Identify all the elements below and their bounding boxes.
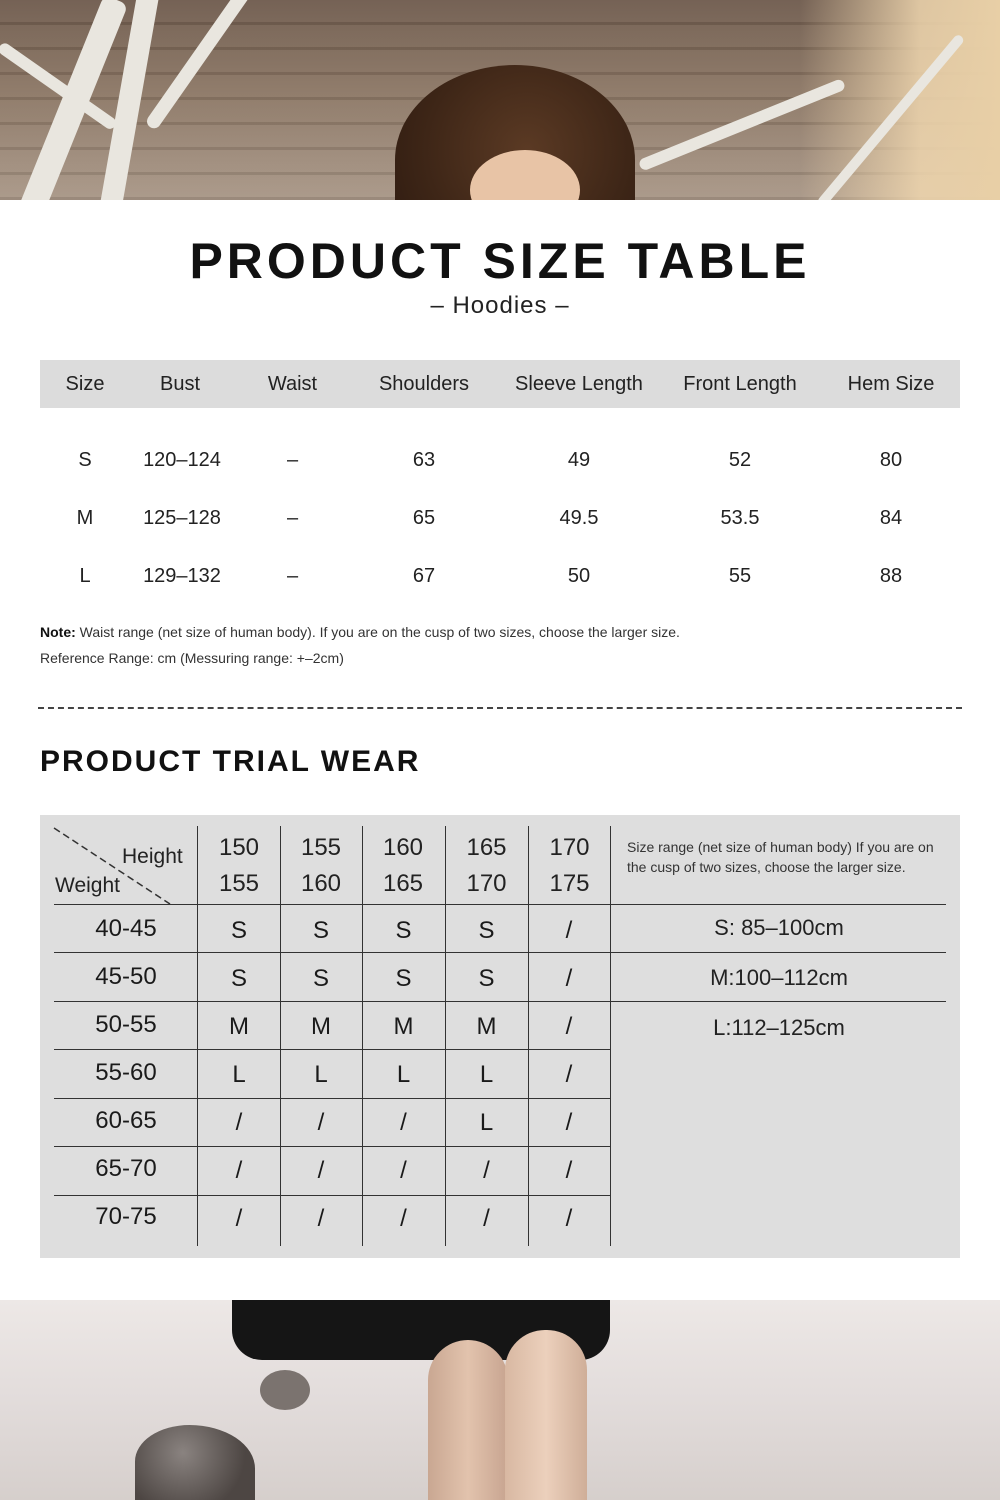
trial-size: / bbox=[483, 1205, 490, 1232]
grid-line bbox=[54, 1098, 611, 1099]
reference-range: Reference Range: cm (Messuring range: +–2cm) bbox=[40, 650, 344, 666]
trial-size: / bbox=[235, 1157, 243, 1184]
height-range bbox=[445, 830, 528, 902]
range-note: Size range (net size of human body) If you are on the cusp of two sizes, choose the larger size. bbox=[627, 839, 934, 875]
trial-size: / bbox=[317, 1205, 325, 1232]
trial-size: S bbox=[230, 917, 247, 944]
cell-shoulders: 63 bbox=[412, 449, 436, 471]
cell-front-length: 53.5 bbox=[720, 507, 760, 529]
trial-size: S bbox=[478, 917, 495, 944]
person-leg bbox=[505, 1330, 587, 1500]
weight-range: 50-55 bbox=[95, 1011, 157, 1038]
table-row bbox=[40, 440, 960, 480]
cell-sleeve-length: 49 bbox=[567, 449, 591, 471]
weight-range: 65-70 bbox=[95, 1155, 157, 1182]
grid-line bbox=[54, 1146, 611, 1147]
range-medium: M:100–112cm bbox=[710, 965, 848, 990]
height-from: 150 bbox=[218, 834, 260, 861]
trial-size: S bbox=[478, 965, 495, 992]
grid-line bbox=[54, 1195, 611, 1196]
size-table-header bbox=[40, 360, 960, 408]
col-header-shoulders: Shoulders bbox=[378, 373, 470, 395]
cell-size: S bbox=[78, 449, 92, 471]
snow-rock bbox=[260, 1370, 310, 1410]
height-range bbox=[198, 830, 280, 902]
section-divider bbox=[38, 707, 962, 709]
weight-range: 70-75 bbox=[95, 1203, 157, 1230]
range-large: L:112–125cm bbox=[713, 1015, 845, 1040]
trial-size: / bbox=[565, 1157, 573, 1184]
snow-rock bbox=[135, 1425, 255, 1500]
bottom-photo bbox=[0, 1300, 1000, 1500]
col-header-hem-size: Hem Size bbox=[847, 373, 935, 395]
table-row bbox=[40, 556, 960, 596]
page-title: PRODUCT SIZE TABLE bbox=[189, 233, 811, 289]
cell-shoulders: 67 bbox=[412, 565, 436, 587]
col-header-size: Size bbox=[65, 373, 105, 395]
cell-bust: 129–132 bbox=[143, 565, 221, 587]
cell-sleeve-length: 50 bbox=[567, 565, 591, 587]
top-photo bbox=[0, 0, 1000, 200]
trial-size: / bbox=[400, 1157, 407, 1184]
trial-size: / bbox=[317, 1109, 325, 1136]
weight-range: 60-65 bbox=[95, 1107, 157, 1134]
cell-waist: – bbox=[286, 565, 299, 587]
cell-front-length: 55 bbox=[728, 565, 752, 587]
trial-size: L bbox=[479, 1061, 494, 1088]
trial-size: / bbox=[235, 1205, 243, 1232]
col-header-waist: Waist bbox=[267, 373, 318, 395]
cell-size: L bbox=[79, 565, 91, 587]
trial-size: S bbox=[395, 965, 412, 992]
height-from: 155 bbox=[300, 834, 342, 861]
weight-range: 45-50 bbox=[95, 963, 157, 990]
table-row bbox=[40, 498, 960, 538]
cell-bust: 120–124 bbox=[143, 449, 221, 471]
trial-size: / bbox=[565, 1061, 573, 1088]
cell-waist: – bbox=[286, 507, 299, 529]
cell-hem-size: 84 bbox=[879, 507, 903, 529]
cell-front-length: 52 bbox=[728, 449, 752, 471]
weight-range: 55-60 bbox=[95, 1059, 157, 1086]
trial-size: / bbox=[565, 917, 573, 944]
weight-range: 40-45 bbox=[95, 915, 157, 942]
weight-label: Weight bbox=[55, 874, 120, 897]
cell-hem-size: 88 bbox=[879, 565, 903, 587]
trial-size: / bbox=[565, 965, 573, 992]
height-to: 175 bbox=[549, 870, 590, 897]
trial-size: S bbox=[312, 965, 329, 992]
trial-size: / bbox=[565, 1109, 573, 1136]
trial-title: PRODUCT TRIAL WEAR bbox=[40, 745, 421, 778]
grid-line bbox=[54, 952, 946, 953]
height-range bbox=[362, 830, 444, 902]
cell-waist: – bbox=[286, 449, 299, 471]
height-range bbox=[528, 830, 611, 902]
height-label: Height bbox=[122, 845, 183, 868]
trial-size: S bbox=[312, 917, 329, 944]
height-to: 155 bbox=[218, 870, 260, 897]
trial-size: S bbox=[395, 917, 412, 944]
trial-size: / bbox=[483, 1157, 490, 1184]
trial-size: / bbox=[565, 1205, 573, 1232]
trial-size: L bbox=[479, 1109, 494, 1136]
height-from: 160 bbox=[382, 834, 424, 861]
grid-line bbox=[54, 1001, 946, 1002]
col-header-front-length: Front Length bbox=[683, 373, 797, 395]
cell-shoulders: 65 bbox=[412, 507, 436, 529]
trial-size: / bbox=[565, 1013, 573, 1040]
grid-line bbox=[54, 1049, 611, 1050]
size-note bbox=[40, 624, 680, 640]
height-to: 160 bbox=[300, 870, 342, 897]
trial-size: S bbox=[230, 965, 247, 992]
trial-size: / bbox=[400, 1109, 407, 1136]
trial-size: M bbox=[311, 1013, 331, 1040]
note-label: Note: bbox=[40, 624, 76, 640]
cell-size: M bbox=[76, 507, 94, 529]
page-subtitle: – Hoodies – bbox=[430, 292, 570, 319]
note-text: Waist range (net size of human body). If you are on the cusp of two sizes, choose the larger size. bbox=[75, 624, 680, 640]
height-to: 165 bbox=[382, 870, 424, 897]
trial-size: L bbox=[314, 1061, 328, 1088]
grid-line bbox=[610, 826, 611, 1246]
range-small: S: 85–100cm bbox=[714, 915, 844, 940]
cell-bust: 125–128 bbox=[143, 507, 221, 529]
trial-size: L bbox=[232, 1061, 246, 1088]
col-header-bust: Bust bbox=[159, 373, 201, 395]
grid-line bbox=[54, 904, 946, 905]
trial-size: M bbox=[476, 1013, 497, 1040]
trial-size: M bbox=[393, 1013, 414, 1040]
cell-sleeve-length: 49.5 bbox=[559, 507, 599, 529]
trial-size: / bbox=[235, 1109, 243, 1136]
height-to: 170 bbox=[466, 870, 507, 897]
trial-size: / bbox=[317, 1157, 325, 1184]
height-from: 165 bbox=[466, 834, 507, 861]
height-from: 170 bbox=[549, 834, 590, 861]
trial-size: M bbox=[229, 1013, 249, 1040]
trial-size: / bbox=[400, 1205, 407, 1232]
person-leg bbox=[428, 1340, 508, 1500]
col-header-sleeve-length: Sleeve Length bbox=[515, 373, 643, 395]
trial-size: L bbox=[396, 1061, 411, 1088]
height-range bbox=[280, 830, 362, 902]
cell-hem-size: 80 bbox=[879, 449, 903, 471]
